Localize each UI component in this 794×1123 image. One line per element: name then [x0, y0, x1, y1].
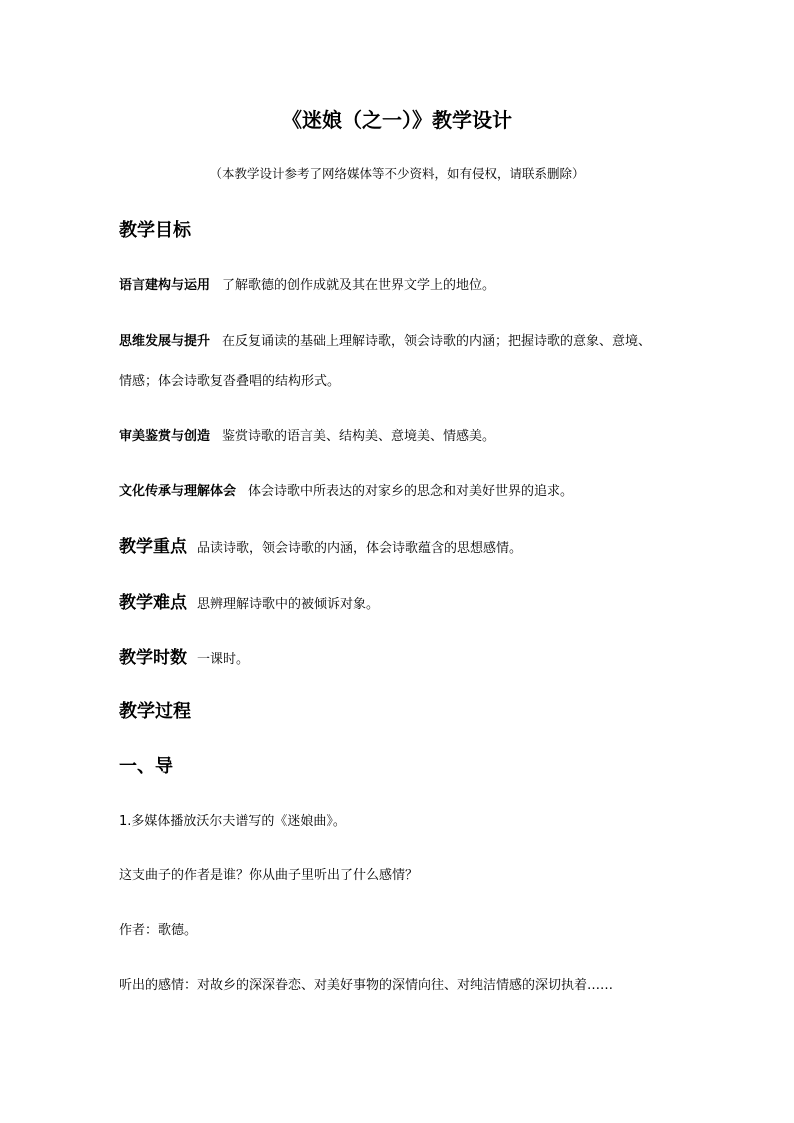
body-line: 这支曲子的作者是谁？你从曲子里听出了什么感情？: [119, 868, 419, 883]
goal-text: 在反复诵读的基础上理解诗歌，领会诗歌的内涵；把握诗歌的意象、意境、: [222, 334, 652, 349]
copyright-note: （本教学设计参考了网络媒体等不少资料，如有侵权，请联系删除）: [209, 166, 585, 181]
goal-item: [119, 274, 495, 293]
focus-label: 教学重点: [119, 537, 187, 557]
goal-label: 文化传承与理解体会: [119, 484, 237, 499]
goal-text-continued: 情感；体会诗歌复沓叠唱的结构形式。: [119, 374, 341, 389]
goals-heading: 教学目标: [119, 220, 191, 241]
section-heading: 一、导: [119, 756, 173, 777]
teaching-difficulty: [119, 588, 379, 613]
focus-text: 品读诗歌，领会诗歌的内涵，体会诗歌蕴含的思想感情。: [197, 541, 523, 556]
body-line: 听出的感情：对故乡的深深眷恋、对美好事物的深情向往、对纯洁情感的深切执着……: [119, 978, 614, 993]
hours-label: 教学时数: [119, 648, 187, 668]
goal-text: 鉴赏诗歌的语言美、结构美、意境美、情感美。: [222, 429, 496, 444]
teaching-focus: [119, 532, 522, 557]
goal-label: 语言建构与运用: [119, 278, 211, 293]
hours-text: 一课时。: [197, 652, 250, 667]
goal-label: 思维发展与提升: [119, 334, 211, 349]
difficulty-text: 思辨理解诗歌中的被倾诉对象。: [197, 597, 380, 612]
goal-text: 了解歌德的创作成就及其在世界文学上的地位。: [222, 278, 496, 293]
goal-item: [119, 480, 573, 499]
process-heading: 教学过程: [119, 701, 191, 722]
body-line: 1.多媒体播放沃尔夫谱写的《迷娘曲》。: [119, 814, 346, 829]
teaching-hours: [119, 643, 249, 668]
goal-item: [119, 425, 495, 444]
goal-item: [119, 330, 651, 349]
difficulty-label: 教学难点: [119, 593, 187, 613]
document-title: 《迷娘（之一）》教学设计: [282, 108, 512, 132]
body-line: 作者：歌德。: [119, 923, 198, 938]
goal-text: 体会诗歌中所表达的对家乡的思念和对美好世界的追求。: [248, 484, 574, 499]
goal-label: 审美鉴赏与创造: [119, 429, 211, 444]
